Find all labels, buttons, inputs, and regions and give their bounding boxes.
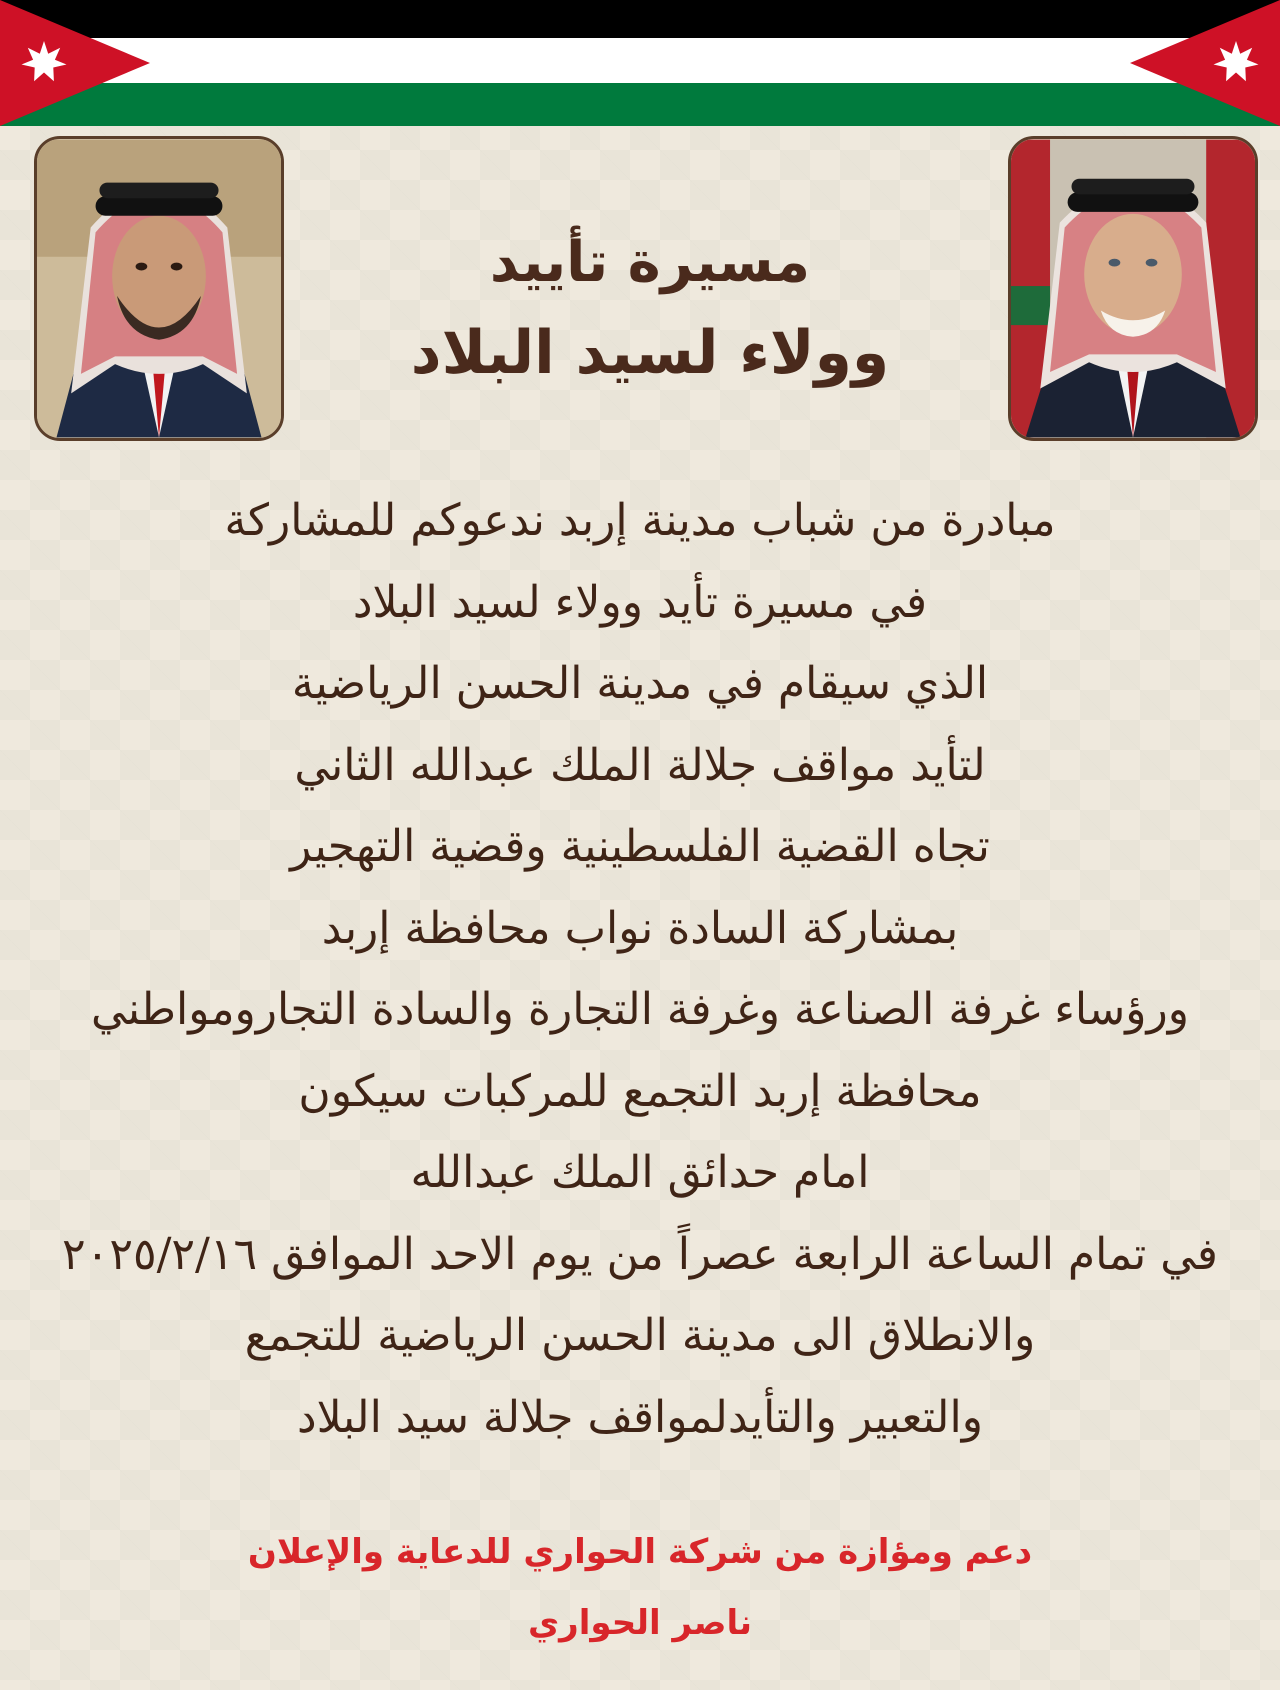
invitation-line: الذي سيقام في مدينة الحسن الرياضية [291,658,989,709]
flag-black-stripe [0,0,1280,38]
invitation-line: في مسيرة تأيد وولاء لسيد البلاد [352,576,928,628]
portrait-icon [1011,139,1255,438]
invitation-line: تجاه القضية الفلسطينية وقضية التهجير [290,821,990,872]
invitation-body [40,480,1240,1458]
jordan-flag-banner [0,0,1280,126]
invitation-line: والتعبير والتأيدلمواقف جلالة سيد البلاد [297,1391,983,1443]
invitation-line: مبادرة من شباب مدينة إربد ندعوكم للمشاركة [224,495,1056,546]
invitation-line: لتأيد مواقف جلالة الملك عبدالله الثاني [294,739,986,791]
flag-green-stripe [0,83,1280,126]
page-title-line-1: مسيرة تأييد [489,230,811,295]
sponsor-name: ناصر الحواري [527,1603,752,1643]
portrait-right [1008,136,1258,441]
invitation-line: بمشاركة السادة نواب محافظة إربد [321,902,959,954]
flag-white-stripe [0,38,1280,83]
portrait-icon [37,139,281,438]
portrait-left [34,136,284,441]
invitation-line: امام حدائق الملك عبدالله [410,1147,870,1198]
invitation-line: محافظة إربد التجمع للمركبات سيكون [298,1065,982,1117]
invitation-line-date: في تمام الساعة الرابعة عصراً من يوم الاحد الموافق ٢٠٢٥/٢/١٦ [62,1228,1218,1280]
sponsor-text: دعم ومؤازة من شركة الحواري للدعاية والإعلان [247,1532,1033,1572]
invitation-line: والانطلاق الى مدينة الحسن الرياضية للتجمع [244,1310,1036,1361]
invitation-line: ورؤساء غرفة الصناعة وغرفة التجارة والسادة التجارومواطني [91,984,1189,1035]
page-title-line-2: وولاء لسيد البلاد [410,318,890,388]
